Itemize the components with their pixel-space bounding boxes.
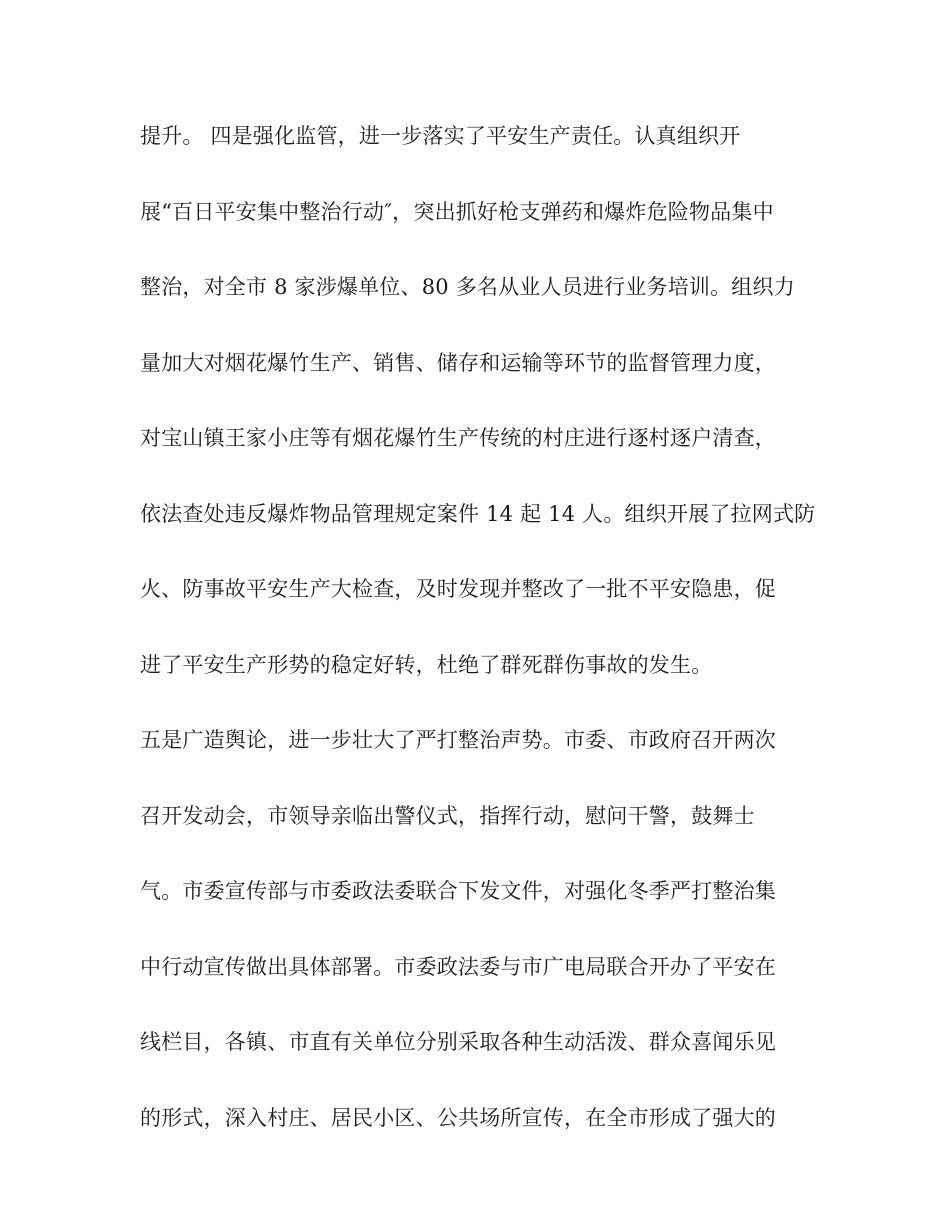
- text-line: 五是广造舆论，进一步壮大了严打整治声势。市委、市政府召开两次: [140, 728, 776, 752]
- text-line: 依法查处违反爆炸物品管理规定案件 14 起 14 人。组织开展了拉网式防: [140, 501, 816, 526]
- text-line: 中行动宣传做出具体部署。市委政法委与市广电局联合开办了平安在: [140, 954, 776, 979]
- text-line: 整治，对全市 8 家涉爆单位、80 多名从业人员进行业务培训。组织力: [140, 275, 795, 299]
- text-line: 召开发动会，市领导亲临出警仪式，指挥行动，慰问干警，鼓舞士: [140, 803, 755, 828]
- text-line: 的形式，深入村庄、居民小区、公共场所宣传，在全市形成了强大的: [140, 1105, 776, 1130]
- text-line: 对宝山镇王家小庄等有烟花爆竹生产传统的村庄进行逐村逐户清查，: [140, 426, 776, 450]
- text-line: 展“百日平安集中整治行动″，突出抓好枪支弹药和爆炸危险物品集中: [140, 199, 774, 224]
- text-line: 气。市委宣传部与市委政法委联合下发文件，对强化冬季严打整治集: [140, 879, 776, 903]
- text-line: 进了平安生产形势的稳定好转，杜绝了群死群伤事故的发生。: [140, 652, 713, 677]
- text-line: 火、防事故平安生产大检查，及时发现并整改了一批不平安隐患，促: [140, 577, 776, 601]
- text-line: 提升。 四是强化监管，进一步落实了平安生产责任。认真组织开: [140, 124, 741, 148]
- body-text: [140, 124, 820, 1181]
- text-line: 量加大对烟花爆竹生产、销售、储存和运输等环节的监督管理力度，: [140, 350, 776, 375]
- text-line: 线栏目，各镇、市直有关单位分别采取各种生动活泼、群众喜闻乐见: [140, 1030, 776, 1054]
